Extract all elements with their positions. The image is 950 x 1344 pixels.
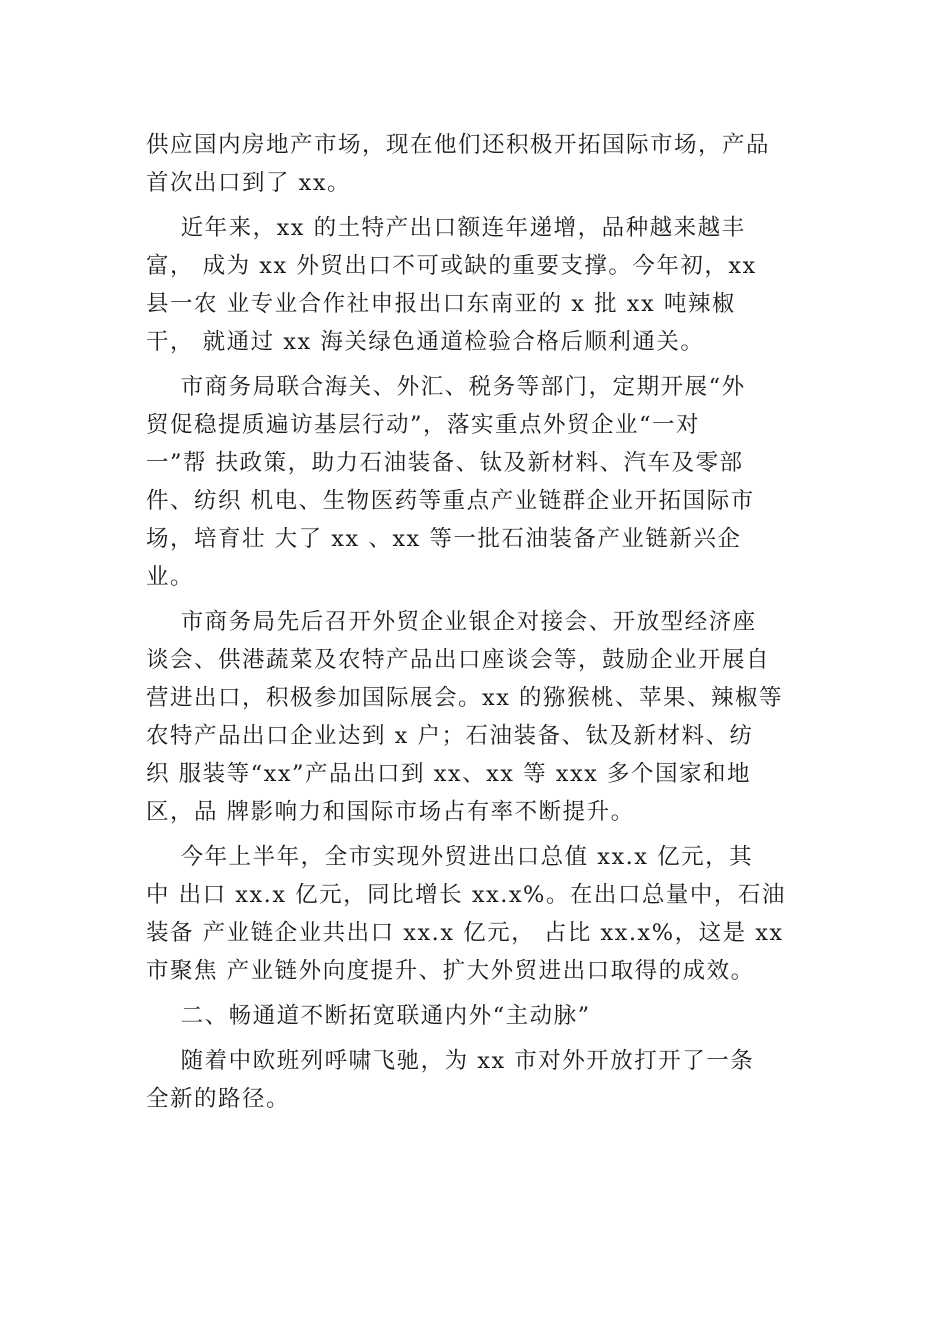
text-line: 农特产品出口企业达到 x 户；石油装备、钛及新材料、纺 xyxy=(146,723,754,749)
paragraph xyxy=(146,603,808,831)
paragraph xyxy=(146,1042,808,1118)
text-line: 干， 就通过 xx 海关绿色通道检验合格后顺利通关。 xyxy=(146,329,705,355)
text-line: 营进出口，积极参加国际展会。xx 的猕猴桃、苹果、辣椒等 xyxy=(146,685,784,711)
text-line: 件、纺织 机电、生物医药等重点产业链群企业开拓国际市 xyxy=(146,488,755,514)
text-line: 区，品 牌影响力和国际市场占有率不断提升。 xyxy=(146,799,635,825)
text-line: 市商务局先后召开外贸企业银企对接会、开放型经济座 xyxy=(146,609,757,635)
text-line: 今年上半年，全市实现外贸进出口总值 xx.x 亿元，其 xyxy=(146,844,754,870)
paragraph xyxy=(146,368,808,596)
paragraph xyxy=(146,209,808,361)
text-line: 谈会、供港蔬菜及农特产品出口座谈会等，鼓励企业开展自 xyxy=(146,647,771,673)
text-line: 中 出口 xx.x 亿元，同比增长 xx.x%。在出口总量中，石油 xyxy=(146,882,786,908)
section-heading xyxy=(146,997,808,1035)
text-line: 全新的路径。 xyxy=(146,1086,291,1112)
text-line: 供应国内房地产市场，现在他们还积极开拓国际市场，产品 xyxy=(146,132,771,158)
text-line: 贸促稳提质遍访基层行动”，落实重点外贸企业“一对 xyxy=(146,412,701,438)
text-line: 二、畅通道不断拓宽联通内外“主动脉” xyxy=(146,1003,591,1029)
text-line: 业。 xyxy=(146,564,195,590)
paragraph xyxy=(146,126,808,202)
document-body xyxy=(146,126,808,1118)
text-line: 一”帮 扶政策，助力石油装备、钛及新材料、汽车及零部 xyxy=(146,450,744,476)
text-line: 市商务局联合海关、外汇、税务等部门，定期开展“外 xyxy=(146,374,746,400)
paragraph xyxy=(146,838,808,990)
text-line: 市聚焦 产业链外向度提升、扩大外贸进出口取得的成效。 xyxy=(146,958,755,984)
text-line: 县一农 业专业合作社申报出口东南亚的 x 批 xx 吨辣椒 xyxy=(146,291,736,317)
text-line: 随着中欧班列呼啸飞驰，为 xx 市对外开放打开了一条 xyxy=(146,1048,755,1074)
text-line: 富， 成为 xx 外贸出口不可或缺的重要支撑。今年初，xx xyxy=(146,253,757,279)
text-line: 织 服装等“xx”产品出口到 xx、xx 等 xxx 多个国家和地 xyxy=(146,761,751,787)
text-line: 首次出口到了 xx。 xyxy=(146,170,352,196)
text-line: 装备 产业链企业共出口 xx.x 亿元， 占比 xx.x%，这是 xx xyxy=(146,920,784,946)
text-line: 场，培育壮 大了 xx 、xx 等一批石油装备产业链新兴企 xyxy=(146,526,742,552)
text-line: 近年来，xx 的土特产出口额连年递增，品种越来越丰 xyxy=(146,215,746,241)
